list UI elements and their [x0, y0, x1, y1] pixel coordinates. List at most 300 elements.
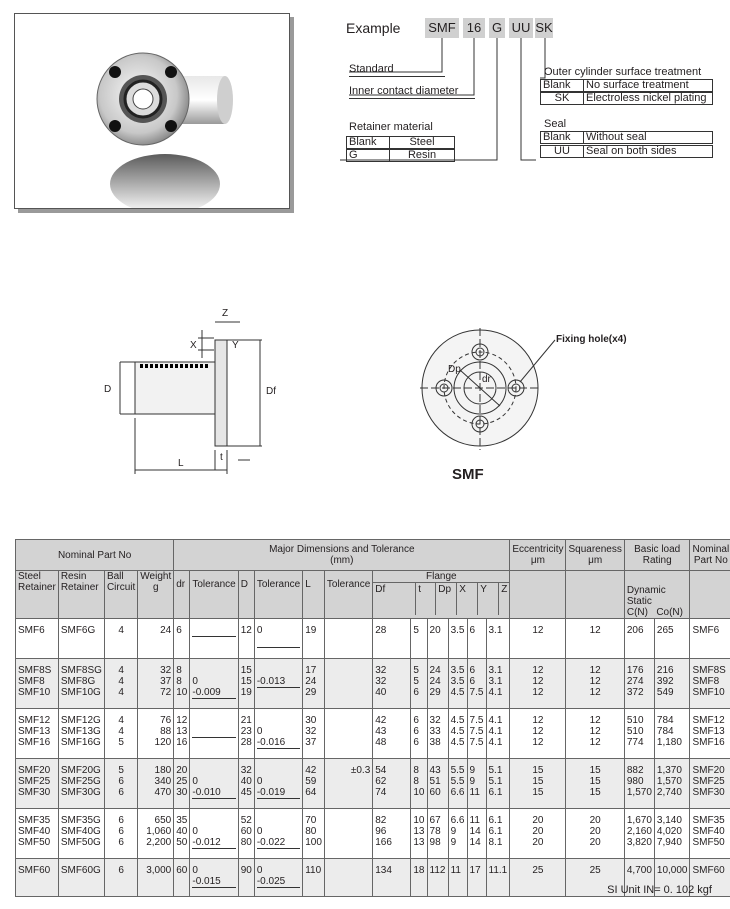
- squareness-value: 20: [589, 837, 601, 848]
- nominal-part-value: SMF8S: [692, 665, 726, 676]
- squareness-value: 12: [589, 715, 601, 726]
- dp-cell: [427, 619, 448, 659]
- fixing-hole-label: Fixing hole(x4): [556, 334, 627, 345]
- static-rating-value: 216: [656, 665, 674, 676]
- dp-value: 32: [429, 715, 441, 726]
- x-value: 6.6: [450, 787, 465, 798]
- table-row: [16, 619, 730, 659]
- l-cell: [303, 659, 325, 709]
- header-nominal-right: Nominal Part No: [690, 540, 730, 571]
- l-value: 100: [305, 837, 322, 848]
- y-value: 14: [469, 837, 481, 848]
- header-t: t: [416, 583, 436, 615]
- header-y: Y: [478, 583, 499, 615]
- static-rating-value: 2,740: [656, 787, 682, 798]
- dynamic-rating-value: 274: [626, 676, 644, 687]
- outer-code: SK: [540, 92, 584, 105]
- static-rating-value: 549: [656, 687, 674, 698]
- tolerance-lower: [192, 625, 235, 637]
- dr-value: 20: [176, 765, 188, 776]
- weight-cell: [138, 709, 174, 759]
- seal-value: Without seal: [583, 131, 713, 144]
- df-cell: [373, 859, 411, 897]
- resin-retainer-value: SMF8SG: [60, 665, 102, 676]
- l-value: 29: [305, 687, 317, 698]
- d-value: 15: [240, 676, 252, 687]
- resin-retainer-cell: [58, 619, 104, 659]
- steel-retainer-cell: [16, 759, 59, 809]
- df-cell: [373, 709, 411, 759]
- static-rating-value: 265: [656, 625, 674, 636]
- z-value: 6.1: [488, 787, 503, 798]
- ball-circuit-cell: [104, 709, 137, 759]
- l-cell: [303, 709, 325, 759]
- dim-dp: Dp: [448, 364, 461, 375]
- ball-circuit-value: 5: [118, 737, 124, 748]
- standard-label: Standard: [349, 63, 445, 77]
- df-value: 82: [375, 815, 387, 826]
- outer-row-sk: [540, 92, 712, 104]
- t-value: 10: [413, 787, 425, 798]
- dp-value: 67: [429, 815, 441, 826]
- d-cell: [238, 759, 254, 809]
- header-ball: Ball Circuit: [104, 571, 137, 619]
- x-value: 9: [450, 837, 457, 848]
- eccentricity-value: 20: [532, 815, 544, 826]
- squareness-value: 12: [589, 665, 601, 676]
- header-flange: Flange Df t Dp X Y Z: [373, 571, 510, 619]
- header-ecc-blank: [510, 571, 566, 619]
- retainer-code: G: [346, 149, 390, 162]
- eccentricity-value: 12: [532, 726, 544, 737]
- eccentricity-cell: [510, 619, 566, 659]
- weight-cell: [138, 659, 174, 709]
- df-value: 43: [375, 726, 387, 737]
- weight-value: 76: [160, 715, 172, 726]
- y-value: 11: [469, 787, 480, 798]
- technical-drawing: [90, 300, 650, 480]
- df-value: 28: [375, 625, 387, 636]
- header-l: L: [303, 571, 325, 619]
- tolerance-upper: 0: [256, 865, 263, 876]
- header-x: X: [457, 583, 478, 615]
- header-dp: Dp: [436, 583, 457, 615]
- dr-value: 6: [176, 625, 182, 636]
- tolerance-lower: -0.019: [257, 787, 300, 799]
- steel-retainer-cell: [16, 809, 59, 859]
- tolerance-upper: 0: [256, 826, 263, 837]
- header-d-tol: Tolerance: [254, 571, 302, 619]
- ball-circuit-value: 6: [118, 865, 124, 876]
- static-rating-cell: [654, 659, 690, 709]
- steel-retainer-cell: [16, 859, 59, 897]
- dp-value: 38: [429, 737, 441, 748]
- d-cell: [238, 659, 254, 709]
- nominal-part-cell: [690, 619, 730, 659]
- l-cell: [303, 759, 325, 809]
- dr-value: 30: [176, 787, 188, 798]
- squareness-cell: [566, 709, 624, 759]
- dim-d: D: [104, 384, 112, 395]
- header-z: Z: [501, 584, 508, 595]
- retainer-material-title: Retainer material: [349, 121, 433, 133]
- ball-circuit-value: 6: [118, 787, 124, 798]
- steel-retainer-value: SMF60: [18, 865, 51, 876]
- eccentricity-value: 12: [532, 737, 544, 748]
- x-cell: [448, 809, 467, 859]
- header-basic-load: Basic load Rating: [624, 540, 690, 571]
- y-cell: [467, 619, 486, 659]
- static-rating-cell: [654, 709, 690, 759]
- retainer-row-blank: [346, 136, 454, 148]
- static-rating-value: 1,370: [656, 765, 682, 776]
- y-cell: [467, 659, 486, 709]
- dynamic-rating-cell: [624, 809, 654, 859]
- d-tolerance-cell: [254, 759, 302, 809]
- l-value: 80: [305, 826, 317, 837]
- tolerance-lower: -0.013: [257, 676, 300, 688]
- t-value: 6: [413, 737, 419, 748]
- t-value: 5: [413, 625, 419, 636]
- df-value: 96: [375, 826, 387, 837]
- l-value: 32: [305, 726, 317, 737]
- df-value: 42: [375, 715, 387, 726]
- steel-retainer-cell: [16, 709, 59, 759]
- seal-code: UU: [540, 145, 584, 158]
- x-cell: [448, 709, 467, 759]
- l-value: 42: [305, 765, 317, 776]
- dynamic-rating-value: 882: [626, 765, 644, 776]
- ball-circuit-value: 6: [118, 837, 124, 848]
- steel-retainer-value: SMF35: [18, 815, 51, 826]
- y-value: 11: [469, 815, 480, 826]
- squareness-value: 15: [589, 787, 601, 798]
- code-series: SMF: [425, 18, 459, 38]
- tolerance-lower: -0.010: [192, 787, 235, 799]
- dp-value: 78: [429, 826, 441, 837]
- d-cell: [238, 709, 254, 759]
- weight-value: 650: [154, 815, 172, 826]
- squareness-value: 12: [589, 687, 601, 698]
- dynamic-rating-value: 206: [626, 625, 644, 636]
- dr-cell: [174, 759, 190, 809]
- squareness-value: 12: [589, 676, 601, 687]
- d-tolerance-cell: [254, 659, 302, 709]
- dp-cell: [427, 809, 448, 859]
- dr-value: 8: [176, 676, 182, 687]
- eccentricity-value: 15: [532, 776, 544, 787]
- x-value: 6.6: [450, 815, 465, 826]
- df-value: 54: [375, 765, 387, 776]
- dim-y: Y: [232, 340, 239, 351]
- steel-retainer-value: SMF50: [18, 837, 51, 848]
- ball-circuit-cell: [104, 759, 137, 809]
- header-dr: dr: [174, 571, 190, 619]
- resin-retainer-value: SMF12G: [60, 715, 101, 726]
- squareness-value: 15: [589, 776, 601, 787]
- steel-retainer-value: SMF40: [18, 826, 51, 837]
- dynamic-rating-cell: [624, 619, 654, 659]
- steel-retainer-value: SMF6: [18, 625, 45, 636]
- t-value: 6: [413, 715, 419, 726]
- t-value: 18: [413, 865, 425, 876]
- table-row: [16, 659, 730, 709]
- eccentricity-value: 12: [532, 715, 544, 726]
- tolerance-upper: [257, 665, 300, 676]
- table-row: [16, 709, 730, 759]
- weight-cell: [138, 859, 174, 897]
- squareness-cell: [566, 759, 624, 809]
- t-value: 13: [413, 826, 425, 837]
- eccentricity-value: 15: [532, 787, 544, 798]
- header-squareness: Squareness μm: [566, 540, 624, 571]
- nominal-part-value: SMF60: [692, 865, 725, 876]
- dim-t: t: [220, 452, 223, 463]
- tolerance-upper: 0: [192, 865, 198, 876]
- resin-retainer-cell: [58, 859, 104, 897]
- retainer-code: Blank: [346, 136, 390, 149]
- squareness-value: 12: [589, 737, 601, 748]
- table-row: [16, 809, 730, 859]
- code-size: 16: [463, 18, 485, 38]
- ball-circuit-value: 6: [118, 826, 124, 837]
- outer-value: No surface treatment: [583, 79, 713, 92]
- l-value: 110: [305, 865, 322, 876]
- nominal-part-value: SMF16: [692, 737, 725, 748]
- eccentricity-value: 20: [532, 837, 544, 848]
- dr-value: 40: [176, 826, 188, 837]
- l-cell: [303, 859, 325, 897]
- nominal-part-value: SMF40: [692, 826, 725, 837]
- dr-value: 50: [176, 837, 188, 848]
- d-cell: [238, 859, 254, 897]
- resin-retainer-value: SMF60G: [60, 865, 101, 876]
- weight-value: 32: [160, 665, 172, 676]
- header-eccentricity: Eccentricity μm: [510, 540, 566, 571]
- nominal-part-cell: [690, 759, 730, 809]
- dynamic-rating-value: 3,820: [626, 837, 652, 848]
- y-cell: [467, 759, 486, 809]
- dr-value: 12: [176, 715, 188, 726]
- dp-cell: [427, 759, 448, 809]
- d-value: 60: [240, 826, 252, 837]
- resin-retainer-value: SMF50G: [60, 837, 101, 848]
- d-value: 19: [240, 687, 252, 698]
- outer-code: Blank: [540, 79, 584, 92]
- outer-row-blank: [540, 79, 712, 91]
- outer-treatment-title: Outer cylinder surface treatment: [544, 66, 702, 78]
- dynamic-rating-cell: [624, 709, 654, 759]
- y-value: 6: [469, 625, 476, 636]
- nominal-part-value: SMF8: [692, 676, 720, 687]
- header-d: D: [238, 571, 254, 619]
- tolerance-upper: 0: [192, 676, 198, 687]
- d-value: 23: [240, 726, 252, 737]
- header-sq-blank: [566, 571, 624, 619]
- flange: [215, 340, 227, 446]
- df-cell: [373, 619, 411, 659]
- squareness-value: 12: [589, 625, 601, 636]
- ball-circuit-value: 4: [118, 726, 124, 737]
- ball-circuit-value: 4: [118, 715, 124, 726]
- outer-value: Electroless nickel plating: [583, 92, 713, 105]
- dynamic-rating-value: 1,670: [626, 815, 652, 826]
- unit-note: SI Unit IN= 0. 102 kgf: [607, 884, 712, 896]
- x-value: 4.5: [450, 715, 465, 726]
- d-value: 45: [240, 787, 252, 798]
- df-value: 32: [375, 665, 387, 676]
- resin-retainer-value: SMF6G: [60, 625, 96, 636]
- static-rating-value: 1,180: [656, 737, 682, 748]
- header-steel: Steel Retainer: [16, 571, 59, 619]
- static-rating-cell: [654, 809, 690, 859]
- z-value: 4.1: [488, 687, 503, 698]
- y-value: 7.5: [469, 737, 484, 748]
- eccentricity-cell: [510, 809, 566, 859]
- eccentricity-cell: [510, 759, 566, 809]
- dynamic-rating-value: 510: [626, 726, 644, 737]
- df-value: 74: [375, 787, 387, 798]
- y-value: 7.5: [469, 726, 484, 737]
- resin-retainer-value: SMF8G: [60, 676, 96, 687]
- dynamic-rating-value: 980: [626, 776, 644, 787]
- x-value: 4.5: [450, 726, 465, 737]
- z-value: 6.1: [488, 815, 503, 826]
- d-value: 21: [240, 715, 252, 726]
- dr-cell: [174, 859, 190, 897]
- d-value: 52: [240, 815, 252, 826]
- steel-retainer-value: SMF8S: [18, 665, 52, 676]
- tolerance-lower: [257, 636, 300, 648]
- example-label: Example: [346, 20, 401, 36]
- header-dr-tol: Tolerance: [190, 571, 238, 619]
- y-value: 14: [469, 826, 481, 837]
- l-tolerance-cell: [324, 809, 372, 859]
- tolerance-lower: -0.015: [192, 876, 235, 888]
- d-tolerance-cell: [254, 619, 302, 659]
- inner-contact-label: Inner contact diameter: [349, 85, 475, 99]
- steel-retainer-value: SMF16: [18, 737, 51, 748]
- weight-value: 37: [160, 676, 172, 687]
- tolerance-lower: -0.012: [192, 837, 235, 849]
- dp-value: 60: [429, 787, 441, 798]
- eccentricity-value: 12: [532, 687, 544, 698]
- x-value: 4.5: [450, 687, 465, 698]
- tolerance-lower: -0.009: [192, 687, 235, 699]
- resin-retainer-cell: [58, 659, 104, 709]
- static-rating-value: 10,000: [656, 865, 688, 876]
- x-cell: [448, 759, 467, 809]
- y-cell: [467, 859, 486, 897]
- squareness-value: 20: [589, 815, 601, 826]
- resin-retainer-value: SMF30G: [60, 787, 101, 798]
- d-value: 80: [240, 837, 252, 848]
- d-value: 40: [240, 776, 252, 787]
- squareness-value: 12: [589, 726, 601, 737]
- dp-value: 20: [429, 625, 441, 636]
- t-value: 8: [413, 765, 419, 776]
- z-cell: [486, 859, 510, 897]
- eccentricity-cell: [510, 709, 566, 759]
- nominal-part-value: SMF30: [692, 787, 725, 798]
- squareness-value: 25: [589, 865, 601, 876]
- l-tolerance-cell: [324, 619, 372, 659]
- resin-retainer-value: SMF40G: [60, 826, 101, 837]
- z-value: 4.1: [488, 737, 503, 748]
- nominal-part-value: SMF12: [692, 715, 725, 726]
- dynamic-rating-value: 1,570: [626, 787, 652, 798]
- nominal-part-cell: [690, 709, 730, 759]
- dp-value: 24: [429, 665, 441, 676]
- dr-tolerance-cell: [190, 759, 238, 809]
- t-value: 6: [413, 726, 419, 737]
- dynamic-rating-value: 510: [626, 715, 644, 726]
- dp-value: 24: [429, 676, 441, 687]
- x-value: 9: [450, 826, 457, 837]
- seal-row-uu: [540, 145, 712, 157]
- dr-tolerance-cell: [190, 809, 238, 859]
- tolerance-upper: 0: [192, 776, 198, 787]
- squareness-cell: [566, 809, 624, 859]
- resin-retainer-value: SMF10G: [60, 687, 101, 698]
- l-value: 64: [305, 787, 317, 798]
- ball-circuit-cell: [104, 619, 137, 659]
- dr-cell: [174, 659, 190, 709]
- drawing-title: SMF: [452, 466, 484, 483]
- x-cell: [448, 859, 467, 897]
- code-retainer: G: [489, 18, 505, 38]
- weight-value: 72: [160, 687, 172, 698]
- dynamic-rating-cell: [624, 659, 654, 709]
- z-value: 4.1: [488, 715, 503, 726]
- bearing-photo-image: [15, 14, 289, 208]
- weight-value: 120: [154, 737, 172, 748]
- steel-retainer-value: SMF20: [18, 765, 51, 776]
- x-value: 4.5: [450, 737, 465, 748]
- l-value: 24: [305, 676, 317, 687]
- ball-circuit-value: 6: [118, 776, 124, 787]
- nominal-part-value: SMF13: [692, 726, 725, 737]
- ball-circuit-cell: [104, 859, 137, 897]
- dr-value: 60: [176, 865, 188, 876]
- df-cell: [373, 809, 411, 859]
- weight-value: 24: [160, 625, 172, 636]
- z-cell: [486, 759, 510, 809]
- weight-cell: [138, 759, 174, 809]
- dynamic-rating-value: 176: [626, 665, 644, 676]
- header-dynamic-static: Dynamic Static C(N) Co(N): [624, 571, 690, 619]
- header-resin: Resin Retainer: [58, 571, 104, 619]
- l-tolerance-cell: [324, 659, 372, 709]
- dim-z: Z: [222, 308, 229, 319]
- t-value: 13: [413, 837, 425, 848]
- tolerance-lower: -0.022: [257, 837, 300, 849]
- dynamic-rating-value: 774: [626, 737, 644, 748]
- weight-value: 340: [154, 776, 172, 787]
- l-value: 59: [305, 776, 317, 787]
- d-tolerance-cell: [254, 859, 302, 897]
- static-rating-cell: [654, 619, 690, 659]
- static-rating-value: 7,940: [656, 837, 682, 848]
- ball-circuit-cell: [104, 809, 137, 859]
- dp-value: 112: [429, 865, 446, 876]
- l-tolerance-cell: [324, 859, 372, 897]
- dr-tolerance-cell: [190, 659, 238, 709]
- l-value: 37: [305, 737, 317, 748]
- t-value: 5: [413, 665, 419, 676]
- df-value: 62: [375, 776, 387, 787]
- df-cell: [373, 659, 411, 709]
